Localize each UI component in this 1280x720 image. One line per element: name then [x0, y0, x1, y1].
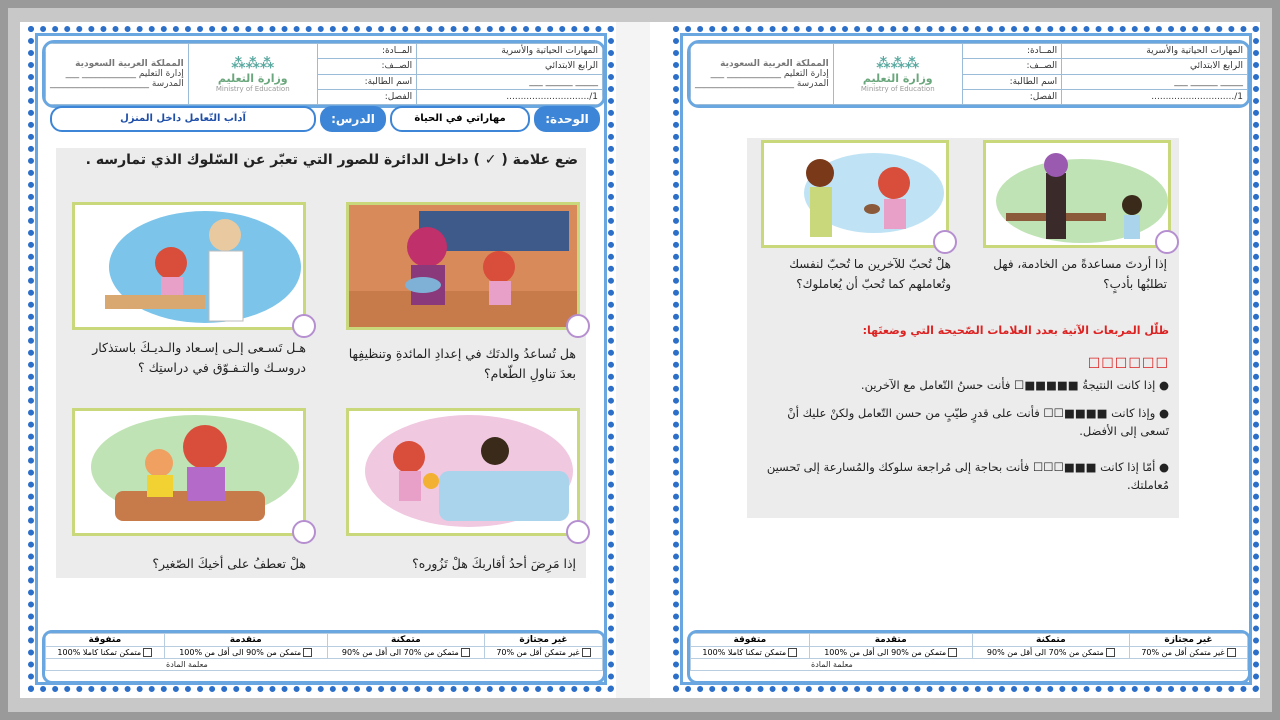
- criteria-3-cell[interactable]: [327, 647, 484, 659]
- level-1: متفوقة: [46, 634, 165, 647]
- criteria-2-cell[interactable]: [809, 647, 972, 659]
- ministry-logo-icon: ⁂⁂⁂: [231, 55, 275, 72]
- level-1: متفوقة: [691, 634, 810, 647]
- setting-table-image: [349, 205, 577, 327]
- ministry-name-en: Ministry of Education: [860, 84, 935, 93]
- answer-circle-2[interactable]: [292, 314, 316, 338]
- level-3: متمكنة: [327, 634, 484, 647]
- question-6: هلْ تُحبّ للآخرين ما تُحبّ لنفسك وتُعاملهم كما تُحبّ أن يُعاملوك؟: [789, 257, 951, 291]
- ministry-logo-icon: ⁂⁂⁂: [876, 55, 920, 72]
- assessment-footer: [687, 630, 1251, 684]
- class-label: الفصل:: [317, 89, 416, 104]
- lesson-label: الدرس:: [320, 106, 386, 132]
- criteria-2: متمكن من %90 الى أقل من %100: [179, 648, 302, 657]
- criteria-4: غير متمكن أقل من %70: [496, 648, 580, 657]
- teacher-caption: معلمة المادة: [691, 659, 1248, 671]
- illustration-maid: [983, 140, 1171, 248]
- result-bullet-3: ● أمّا إذا كانت ■■■☐☐☐ فأنت بحاجة إلى مُراجعة سلوكك والمُسارعة إلى تَحسين مُعاملتك.: [766, 460, 1169, 492]
- edu-admin: إدارة التعليم ____________ ___: [710, 69, 829, 79]
- ministry-name-en: Ministry of Education: [215, 84, 290, 93]
- class-label: الفصل:: [962, 89, 1061, 104]
- subject-label: المــادة:: [317, 44, 416, 59]
- ministry-name: وزارة التعليم: [862, 71, 933, 85]
- visiting-sick-image: [349, 411, 577, 533]
- maid-image: [986, 143, 1168, 245]
- question-3: إذا مَرِضَ أحدُ أقاربكَ هلْ تَزُوره؟: [412, 556, 576, 571]
- grade-value[interactable]: الرابع الابتدائي: [417, 59, 603, 74]
- subject-label: المــادة:: [962, 44, 1061, 59]
- teacher-caption: معلمة المادة: [46, 659, 603, 671]
- criteria-3: متمكن من %70 الى أقل من %90: [986, 648, 1104, 657]
- grade-label: الصــف:: [962, 59, 1061, 74]
- checkbox-2[interactable]: [303, 648, 312, 657]
- class-value[interactable]: 1/.............................: [1062, 89, 1248, 104]
- criteria-1-cell[interactable]: [46, 647, 165, 659]
- criteria-3-cell[interactable]: [972, 647, 1129, 659]
- unit-label: الوحدة:: [534, 106, 600, 132]
- criteria-4-cell[interactable]: [1129, 647, 1247, 659]
- kingdom-title: المملكة العربية السعودية: [75, 59, 184, 69]
- checkbox-3[interactable]: [1106, 648, 1115, 657]
- checkbox-1[interactable]: [788, 648, 797, 657]
- student-label: اسم الطالبة:: [962, 74, 1061, 89]
- level-4: غير مجتازة: [484, 634, 602, 647]
- result-bullet-1: ● إذا كانت النتيجةُ ■■■■■☐ فأنت حسنُ التّعامل مع الآخرين.: [860, 378, 1169, 392]
- worksheet-page-left: [28, 26, 614, 692]
- grade-label: الصــف:: [317, 59, 416, 74]
- result-bullet-2: ● وإذا كانت ■■■■☐☐ فأنت على قدرٍ طيّبٍ من حسن التّعامل ولكنْ عليك أنْ تَسعى إلى الأفضل.: [787, 406, 1169, 438]
- illustration-setting-table: [346, 202, 580, 330]
- student-value[interactable]: _____ ______ ___: [1062, 74, 1248, 89]
- school-name: المدرسة ______________________: [695, 79, 829, 89]
- checkbox-3[interactable]: [461, 648, 470, 657]
- worksheet-header: [687, 40, 1251, 108]
- answer-circle-4[interactable]: [292, 520, 316, 544]
- criteria-1: متمكن تمكنا كاملا %100: [57, 648, 142, 657]
- criteria-4-cell[interactable]: [484, 647, 602, 659]
- studying-image: [75, 205, 303, 327]
- question-4: هلْ تعطفُ على أخيكَ الصّغير؟: [152, 556, 306, 571]
- level-3: متمكنة: [972, 634, 1129, 647]
- criteria-2-cell[interactable]: [164, 647, 327, 659]
- worksheet-header: [42, 40, 606, 108]
- answer-circle-6[interactable]: [933, 230, 957, 254]
- answer-circle-1[interactable]: [566, 314, 590, 338]
- level-4: غير مجتازة: [1129, 634, 1247, 647]
- result-text-2: وإذا كانت ■■■■☐☐ فأنت على قدرٍ طيّبٍ من حسن التّعامل ولكنْ عليك أنْ تَسعى إلى الأفضل.: [787, 406, 1169, 438]
- activity-area-right: [747, 138, 1179, 518]
- lesson-value: آداب التّعامل داخل المنزل: [50, 106, 316, 132]
- edu-admin: إدارة التعليم ____________ ___: [65, 69, 184, 79]
- criteria-3: متمكن من %70 الى أقل من %90: [341, 648, 459, 657]
- student-label: اسم الطالبة:: [317, 74, 416, 89]
- subject-value[interactable]: المهارات الحياتية والأسرية: [1062, 44, 1248, 59]
- shading-instruction: ظلّل المربعات الآتية بعدد العلامات الصّحيحة التي وضعتَها:: [862, 324, 1169, 337]
- school-name: المدرسة ______________________: [50, 79, 184, 89]
- unit-value: مهاراتي في الحياة: [390, 106, 530, 132]
- illustration-girls: [761, 140, 949, 248]
- page-gutter: [616, 22, 650, 698]
- question-1: هل تُساعدُ والدتَك في إعدادِ المائدةِ وتنظيفِها بعدَ تناولِ الطّعام؟: [348, 346, 576, 381]
- answer-circle-3[interactable]: [566, 520, 590, 544]
- result-text-3: أمّا إذا كانت ■■■☐☐☐ فأنت بحاجة إلى مُراجعة سلوكك والمُسارعة إلى تَحسين مُعاملتك.: [766, 460, 1169, 492]
- checkbox-4[interactable]: [582, 648, 591, 657]
- level-2: متقدمة: [164, 634, 327, 647]
- answer-circle-5[interactable]: [1155, 230, 1179, 254]
- criteria-1: متمكن تمكنا كاملا %100: [702, 648, 787, 657]
- ministry-name: وزارة التعليم: [217, 71, 288, 85]
- kingdom-title: المملكة العربية السعودية: [720, 59, 829, 69]
- question-2: هـل تَسـعى إلـى إسـعاد والـديـكَ باستذكار دروسـك والتـفـوّق في دراستِك ؟: [92, 340, 306, 375]
- criteria-4: غير متمكن أقل من %70: [1141, 648, 1225, 657]
- tally-boxes[interactable]: ☐☐☐☐☐☐: [1087, 356, 1169, 372]
- class-value[interactable]: 1/.............................: [417, 89, 603, 104]
- question-5: إذا أردتَ مساعدةً من الخادمة، فهل تطلبُها بأدبٍ؟: [993, 257, 1167, 291]
- girls-image: [764, 143, 946, 245]
- assessment-footer: [42, 630, 606, 684]
- result-text-1: إذا كانت النتيجةُ ■■■■■☐ فأنت حسنُ التّعامل مع الآخرين.: [860, 378, 1156, 392]
- criteria-2: متمكن من %90 الى أقل من %100: [824, 648, 947, 657]
- criteria-1-cell[interactable]: [691, 647, 810, 659]
- level-2: متقدمة: [809, 634, 972, 647]
- checkbox-1[interactable]: [143, 648, 152, 657]
- illustration-studying: [72, 202, 306, 330]
- activity-instruction: ضع علامة ( ✓ ) داخل الدائرة للصور التي تعبّر عن السّلوك الذي تمارسه .: [85, 152, 578, 168]
- activity-area: [56, 148, 586, 578]
- illustration-siblings: [72, 408, 306, 536]
- lesson-bar: [42, 106, 600, 132]
- checkbox-4[interactable]: [1227, 648, 1236, 657]
- student-value[interactable]: _____ ______ ___: [417, 74, 603, 89]
- checkbox-2[interactable]: [948, 648, 957, 657]
- illustration-visiting-sick: [346, 408, 580, 536]
- siblings-image: [75, 411, 303, 533]
- subject-value[interactable]: المهارات الحياتية والأسرية: [417, 44, 603, 59]
- grade-value[interactable]: الرابع الابتدائي: [1062, 59, 1248, 74]
- worksheet-page-right: [673, 26, 1259, 692]
